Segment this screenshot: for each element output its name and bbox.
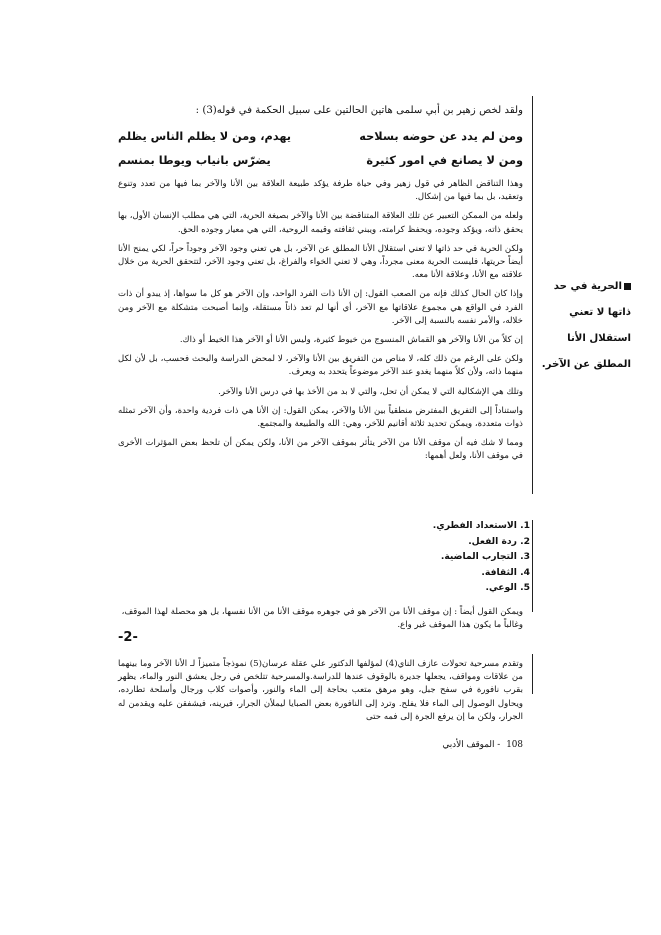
- main-column: [118, 104, 523, 470]
- poem-verse: [118, 130, 523, 143]
- page-footer: [348, 740, 523, 750]
- paragraph: ومما لا شك فيه أن موقف الأنا من الآخر يتأثر بموقف الآخر من الأنا، ولكن يمكن أن تلحظ بعض المؤثرات الأخرى في موقف الأنا، ولعل أهمها:: [118, 438, 523, 462]
- paragraph: إن كلاً من الأنا والآخر هو القماش المنسوج من خيوط كثيرة، وليس الأنا أو الآخر هذا الخيط أو ذاك.: [179, 335, 523, 346]
- paragraph: ولكن على الرغم من ذلك كله، لا مناص من التفريق بين الأنا والآخر، لا لمحض الدراسة والبحث فحسب، بل لأن لكل منهما ذاته، ولأن كلاً منهما يغدو عند الآخر موضوعاً يتحدد به ويعرف.: [118, 354, 523, 378]
- factors-list: [280, 518, 530, 596]
- paragraph: ولكن الحرية في حد ذاتها لا تعني استقلال الأنا المطلق عن الآخر، بل هي تعني وجود الآخر وجوداً حراً، لكي يمنح الأنا أيضاً حريتها، فليست الحرية معنى مجرداً، وهي لا تعني الخواء والفراغ، بل تعني وجود الآخر، لتتحقق الحرية من خلال علاقته مع الأنا، وعلاقة الأنا معه.: [118, 243, 523, 281]
- list-item: 3. التجارب الماضية.: [440, 551, 530, 562]
- intro-line: ولقد لخص زهير بن أبي سلمى هاتين الحالتين على سبيل الحكمة في قوله(3) :: [195, 105, 523, 116]
- list-item: 5. الوعي.: [485, 582, 530, 593]
- margin-rule-bottom: [532, 654, 533, 694]
- verse-first-hemistich: ومن لا يصانع في امور كثيرة: [366, 154, 523, 167]
- paragraph: وهذا التناقض الظاهر في قول زهير وفي حياة طرفة يؤكد طبيعة العلاقة بين الأنا والآخر بما فيها من تعدد وتنوع وتعقيد، بل بما فيها من إشكال.: [118, 179, 523, 203]
- verse-second-hemistich: يضرّس بانياب ويوطا بمنسم: [118, 154, 271, 167]
- paragraph: ويمكن القول أيضاً : إن موقف الأنا من الآخر هو في جوهره موقف الأنا من الأنا نفسها، بل هو محصلة لهذا الموقف، وغالباً ما يكون هذا الموقف غير واع.: [121, 606, 523, 630]
- section-number: -2-: [118, 630, 138, 645]
- paragraph: وإذا كان الحال كذلك فإنه من الصعب القول: إن الأنا ذات الفرد الواحد، وإن الآخر هو كل ما سواها، إذ يبدو أن ذات الفرد في الواقع هي مجموع علاقاتها مع الآخر، أي أنها لم تعد ذاتاً مستقلة، وإنما أصبحت متشكلة مع الآخر ومن خلاله، والأمر نفسه بالنسبة إلى الآخر.: [118, 289, 523, 326]
- verse-second-hemistich: يهدم، ومن لا يظلم الناس يظلم: [118, 130, 292, 143]
- list-item: 4. الثقافة.: [481, 566, 530, 578]
- list-item: 1. الاستعداد الفطري.: [432, 520, 530, 531]
- verse-first-hemistich: ومن لم يدد عن حوضه بسلاحه: [359, 130, 523, 143]
- body-paragraphs: [118, 178, 523, 464]
- square-bullet-icon: [624, 283, 631, 290]
- side-note: [537, 274, 631, 378]
- poem-verse: [118, 154, 523, 167]
- journal-name: - الموقف الأدبي: [442, 740, 501, 750]
- margin-rule-top: [532, 96, 533, 494]
- paragraph: واستناداً إلى التفريق المفترض منطقياً بين الأنا والآخر، يمكن القول: إن الأنا هي ذات فردية واحدة، وأن الآخر تمثله ذوات متعددة، ويمكن تحديد ثلاثة أقانيم للآخر، وهي: الله والطبيعة والمجتمع.: [118, 405, 523, 430]
- paragraph: ولعله من الممكن التعبير عن تلك العلاقة المتناقضة بين الأنا والآخر بصيغة الحرية، التي هي مطلب الإنسان الأول، بها يحقق ذاته، ويؤكد وجوده، ويحفظ كرامته، ويبني ثقافته وقيمه الروحية، التي هي معيار وجوده الحق.: [118, 211, 523, 235]
- side-note-text: الحرية في حد ذاتها لا تعني استقلال الأنا المطلق عن الآخر.: [541, 281, 631, 370]
- poem: [118, 130, 523, 167]
- list-item: 2. ردة الفعل.: [468, 535, 530, 547]
- page-number: 108: [506, 740, 523, 750]
- section-paragraph: وتقدم مسرحية تحولات عازف الناي(4) لمؤلفها الدكتور علي عقلة عرسان(5) نموذجاً متميزاً لـ الأنا الآخر وما بينهما من علاقات ومواقف، يجعلها جديرة بالوقوف عندها للدراسة.والمسرحية تتلخص في رجل يعشق النور والماء، يظهر بقرب نافورة في سفح جبل، وهو مرهق متعب بحاجة إلى الماء والنور، وأصوات كلاب ورجال وأسلحة تطارده، ويحاول الوصول إلى الماء فلا يفلح. وترد إلى النافورة بعض الصبايا ليملأن الجرار، فيرينه، فيشفقن عليه ويقدمن له الجرار، ولكن ما إن يرفع الجرة إلى فمه حتى: [118, 659, 523, 722]
- paragraph: وتلك هي الإشكالية التي لا يمكن أن تحل، والتي لا بد من الأخذ بها في درس الأنا والآخر.: [218, 386, 523, 397]
- margin-rule-middle: [532, 520, 533, 612]
